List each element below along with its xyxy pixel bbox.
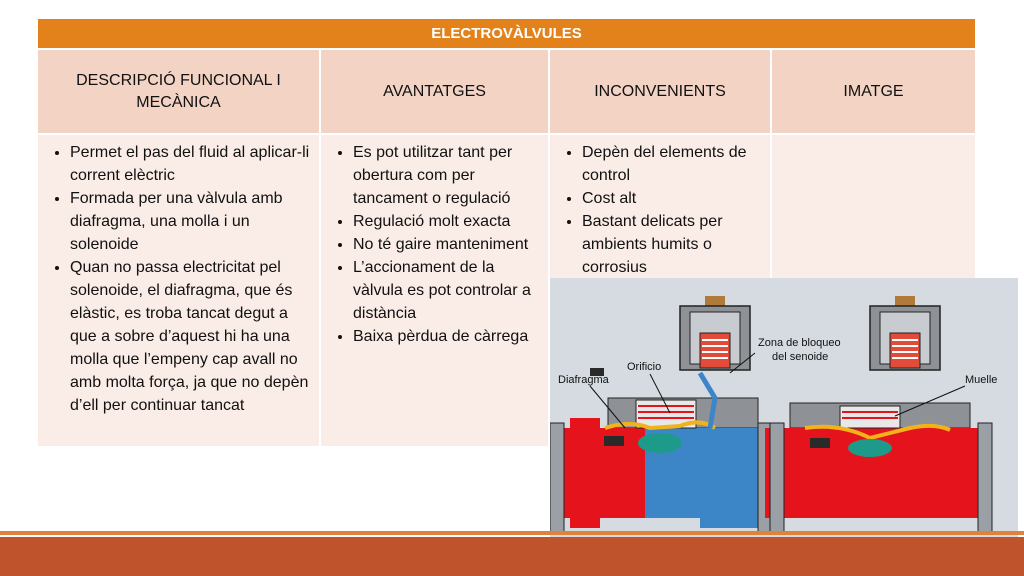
footer-band (0, 537, 1024, 576)
list-item: • Bastant delicats per ambients humits o corrosius (582, 210, 762, 279)
label-zona-bloqueo: Zona de bloqueo (758, 337, 841, 349)
list-item: • Baixa pèrdua de càrrega (353, 325, 540, 348)
footer-accent-line (0, 531, 1024, 535)
list-item: • L’accionament de la vàlvula es pot controlar a distància (353, 256, 540, 325)
header-description: DESCRIPCIÓ FUNCIONAL I MECÀNICA (38, 49, 320, 134)
list-item: • Cost alt (582, 187, 762, 210)
disadvantages-list (554, 141, 762, 279)
list-item: • Depèn del elements de control (582, 141, 762, 187)
label-senoide: del senoide (772, 351, 829, 363)
table-title: ELECTROVÀLVULES (38, 19, 975, 49)
header-advantages: AVANTATGES (320, 49, 549, 134)
header-disadvantages: INCONVENIENTS (549, 49, 771, 134)
advantages-list (325, 141, 540, 348)
list-item: • Formada per una vàlvula amb diafragma, una molla i un solenoide (70, 187, 311, 256)
description-list (42, 141, 311, 417)
description-cell (38, 134, 320, 446)
label-diafragma: Diafragma (558, 374, 609, 386)
list-item: • Permet el pas del fluid al aplicar-li corrent elèctric (70, 141, 311, 187)
list-item: • No té gaire manteniment (353, 233, 540, 256)
label-muelle: Muelle (965, 374, 998, 386)
list-item: • Quan no passa electricitat pel solenoide, el diafragma, que és elàstic, es troba tancat degut a que a sobre d’aquest hi ha una molla que l’empeny cap avall no amb molta força, ja que no depèn d’ell per continuar tancat (70, 256, 311, 417)
header-image: IMATGE (771, 49, 975, 134)
valve-diagram (550, 278, 1018, 537)
solenoid-valve-illustration (550, 278, 1018, 537)
list-item: • Regulació molt exacta (353, 210, 540, 233)
label-orificio: Orificio (627, 361, 662, 373)
advantages-cell (320, 134, 549, 446)
list-item: • Es pot utilitzar tant per obertura com per tancament o regulació (353, 141, 540, 210)
